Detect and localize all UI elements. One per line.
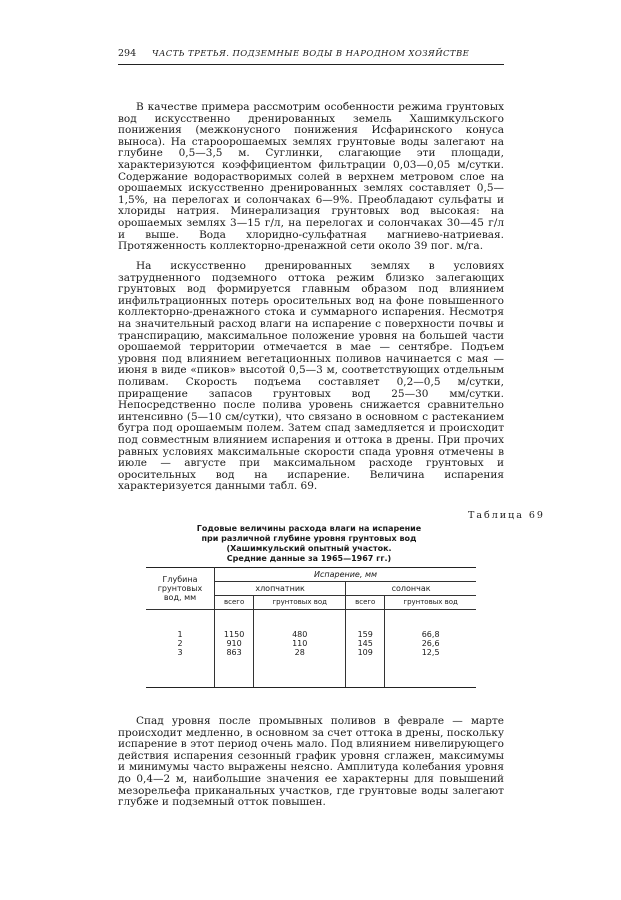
- evaporation-table: [146, 567, 476, 688]
- cell-depth: 2: [177, 639, 183, 648]
- cell-salt-ground: 12,5: [385, 648, 476, 688]
- cell-salt-ground: 26,6: [385, 639, 476, 648]
- running-title: ЧАСТЬ ТРЕТЬЯ. ПОДЗЕМНЫЕ ВОДЫ В НАРОДНОМ ХОЗЯЙСТВЕ: [152, 49, 470, 59]
- cell-salt-total: 109: [346, 648, 385, 688]
- cell-salt-total: 145: [346, 639, 385, 648]
- header-salt-total: всего: [346, 596, 385, 610]
- header-cotton-ground: грунтовых вод: [254, 596, 346, 610]
- table-title-line: Средние данные за 1965—1967 гг.): [226, 554, 392, 563]
- header-rule: [118, 64, 504, 65]
- header-cotton-total: всего: [215, 596, 254, 610]
- paragraph-1: В качестве примера рассмотрим особенности режима грунтовых вод искусственно дренированных земель Хашимкульского понижения (межконусного понижения Исфаринского конуса выноса). На староорошаемых землях грунтовые воды залегают на глубине 0,5—3,5 м. Суглинки, слагающие эти площади, характеризуются коэффициентом фильтрации 0,03—0,05 м/сутки. Содержание водорастворимых солей в верхнем метровом слое на орошаемых искусственно дренированных землях составляет 0,5—1,5%, на перелогах и солончаках 6—9%. Преобладают сульфаты и хлориды натрия. Минерализация грунтовых вод высокая: на орошаемых землях 3—15 г/л, на перелогах и солончаках 30—45 г/л и выше. Вода хлоридно-сульфатная магниево-натриевая. Протяженность коллекторно-дренажной сети около 39 пог. м/га.: [118, 101, 504, 253]
- table-row: [146, 610, 476, 640]
- cell-cotton-ground: 480: [254, 610, 346, 640]
- cell-salt-ground: 66,8: [385, 610, 476, 640]
- table-title-line: Годовые величины расхода влаги на испарение: [196, 524, 422, 533]
- paragraph-2: На искусственно дренированных землях в условиях затрудненного подземного оттока режим близко залегающих грунтовых вод формируется главным образом под влиянием инфильтрационных потерь оросительных вод на фоне повышенного коллекторно-дренажного стока и суммарного испарения. Несмотря на значительный расход влаги на испарение с поверхности почвы и транспирацию, максимальное положение уровня на большей части орошаемой территории отмечается в мае — сентябре. Подъем уровня под влиянием вегетационных поливов начинается с мая — июня в виде «пиков» высотой 0,5—3 м, соответствующих отдельным поливам. Скорость подъема составляет 0,2—0,5 м/сутки, приращение запасов грунтовых вод 25—30 мм/сутки. Непосредственно после полива уровень снижается сравнительно интенсивно (5—10 см/сутки), что связано в основном с растеканием бугра под орошаемым полем. Затем спад замедляется и происходит под совместным влиянием испарения и оттока в дрены. При прочих равных условиях максимальные скорости спада уровня отмечены в июле — августе при максимальном расходе грунтовых и оросительных вод на испарение. Величина испарения характеризуется данными табл. 69.: [118, 260, 504, 493]
- table-title: [178, 524, 440, 564]
- header-evaporation: Испарение, мм: [215, 568, 477, 582]
- table-caption: Таблица 69: [468, 510, 545, 521]
- running-header: [118, 48, 504, 59]
- cell-cotton-total: 1150: [215, 610, 254, 640]
- header-depth: Глубина грунтовых вод, мм: [146, 568, 215, 610]
- table-row: [146, 639, 476, 648]
- header-salt-ground: грунтовых вод: [385, 596, 476, 610]
- cell-depth: 3: [146, 648, 215, 688]
- cell-cotton-ground: 28: [254, 648, 346, 688]
- cell-cotton-ground: 110: [254, 639, 346, 648]
- header-saltmarsh: солончак: [346, 582, 476, 596]
- paragraph-3: Спад уровня после промывных поливов в феврале — марте происходит медленно, в основном за счет оттока в дрены, поскольку испарение в этот период очень мало. Под влиянием нивелирующего действия испарения сезонный график уровня сглажен, максимумы и минимумы часто выражены неясно. Амплитуда колебания уровня до 0,4—2 м, наибольшие значения ее характерны для повышений мезорельефа приканальных участков, где грунтовые воды залегают глубже и подземный отток повышен.: [118, 715, 504, 809]
- table-title-line: (Хашимкульский опытный участок.: [226, 544, 392, 553]
- header-cotton: хлопчатник: [215, 582, 346, 596]
- cell-depth: 1: [177, 630, 183, 639]
- page-number: 294: [118, 48, 137, 59]
- table-row: [146, 648, 476, 688]
- cell-cotton-total: 910: [215, 639, 254, 648]
- cell-salt-total: 159: [346, 610, 385, 640]
- table-title-line: при различной глубине уровня грунтовых вод: [201, 534, 417, 543]
- cell-cotton-total: 863: [215, 648, 254, 688]
